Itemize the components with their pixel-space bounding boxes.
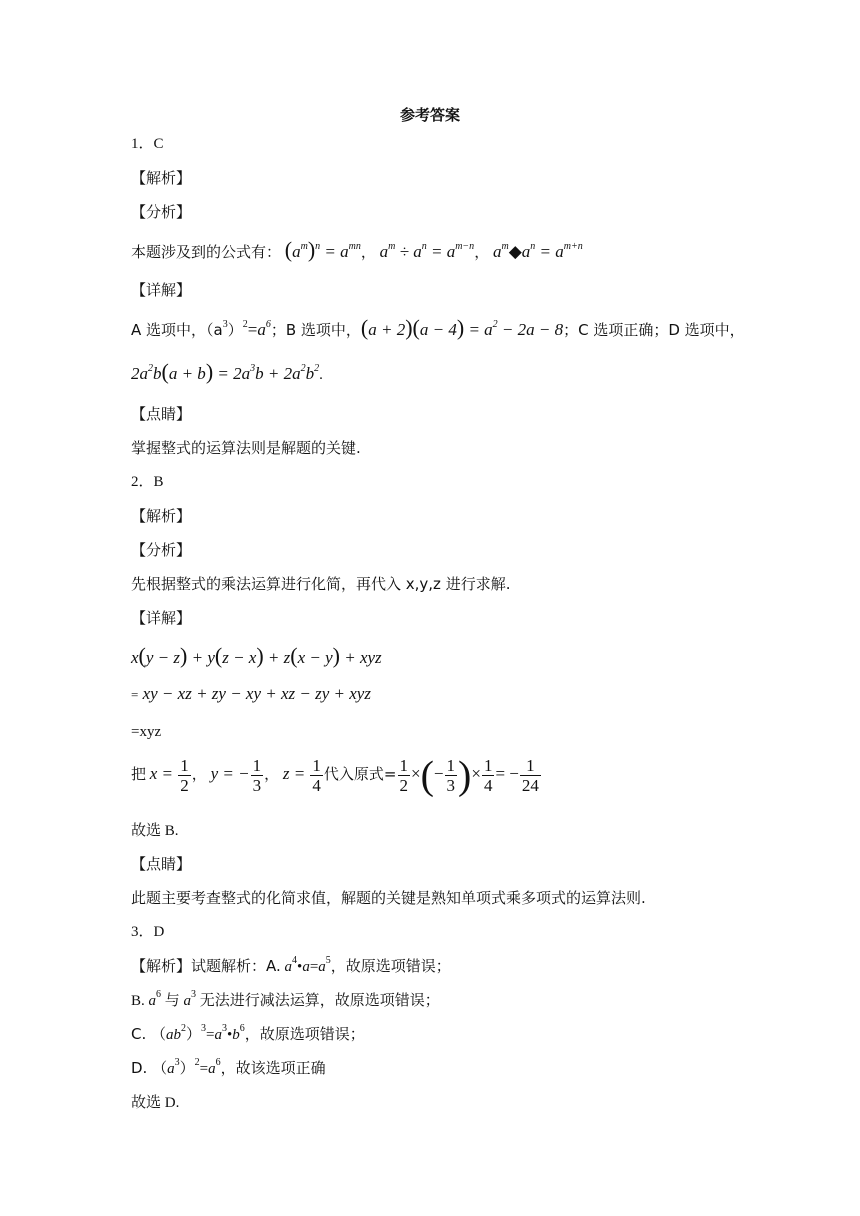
q3-option-d: D. $(a^3)^2=a^6$，故该选项正确 (131, 1057, 326, 1077)
page-title: 参考答案 (399, 106, 460, 124)
q2-number: 2．B (131, 474, 164, 490)
q1-comment: 掌握整式的运算法则是解题的关键. (131, 439, 361, 457)
q2-jiexi-label: 【解析】 (131, 507, 192, 525)
q1-analysis-line: 本题涉及到的公式有： $(a^m)^n = a^{mn}$， $a^m \div a^n = a^{m-n}$， $a^m◆a^n = a^{m+n}$ (131, 237, 583, 262)
q3-option-b: B. $a^6$ 与 $a^3$ 无法进行减法运算，故原选项错误； (131, 989, 440, 1009)
formula-expand-b: $(a + 2)(a - 4) = a^2 - 2a - 8$ (360, 315, 564, 340)
formula-division: $a^m \div a^n = a^{m-n}$ (379, 241, 475, 261)
q2-conclusion: 故选 B. (131, 821, 179, 839)
q1-detail-c: ；C 选项正确；D 选项中， (563, 321, 745, 339)
q2-expression: x(y − z) + y(z − x) + z(x − y) + xyz (131, 643, 382, 668)
formula-power-of-power: $(a^m)^n = a^{mn}$ (284, 237, 361, 262)
q2-xiangjie-label: 【详解】 (131, 609, 192, 627)
q1-fenxi-label: 【分析】 (131, 203, 192, 221)
q1-xiangjie-label: 【详解】 (131, 281, 192, 299)
q1-detail-line: A 选项中，$(a^3)^2=a^6$；B 选项中，$(a + 2)(a - 4) = a^2 - 2a - 8$；C 选项正确；D 选项中， (131, 315, 745, 340)
q3-option-a: 【解析】试题解析：A. $a^4•a=a^5$，故原选项错误； (131, 955, 451, 975)
q2-analysis: 先根据整式的乘法运算进行化简，再代入 x,y,z 进行求解. (131, 575, 511, 593)
q2-dianjing-label: 【点睛】 (131, 855, 192, 873)
q2-simplified: =xyz (131, 724, 162, 740)
q1-analysis-prefix: 本题涉及到的公式有： (131, 243, 282, 261)
q1-number: 1．C (131, 136, 164, 152)
q1-detail-b: ；B 选项中， (270, 321, 361, 339)
q2-substitution: 把 x = $\frac{1}{2}$ ， y = − $\frac{1}{3}$ ， z = $\frac{1}{4}$ 代入原式= $\frac{1}{2}$ ×(− $\frac{1}{3}$ )× $\frac{1}{4}$ = − $\frac{1}{24}$ (131, 752, 539, 798)
q3-conclusion: 故选 D. (131, 1093, 180, 1111)
q1-detail-a: A 选项中，（a (131, 321, 223, 339)
q1-jiexi-label: 【解析】 (131, 169, 192, 187)
q1-dianjing-label: 【点睛】 (131, 405, 192, 423)
q2-fenxi-label: 【分析】 (131, 541, 192, 559)
q3-number: 3．D (131, 924, 165, 940)
formula-expand-d: $2a^2b(a + b) = 2a^3b + 2a^2b^2$ (131, 359, 320, 384)
q2-comment: 此题主要考查整式的化简求值，解题的关键是熟知单项式乘多项式的运算法则. (131, 889, 646, 907)
q2-expansion: = xy − xz + zy − xy + xz − zy + xyz (131, 684, 371, 703)
q3-option-c: C. $(ab^2)^3=a^3•b^6$，故原选项错误； (131, 1023, 365, 1043)
formula-multiplication: $a^m◆a^n = a^{m+n}$ (492, 241, 583, 261)
q1-detail-d-line: $2a^2b(a + b) = 2a^3b + 2a^2b^2$. (131, 359, 323, 384)
